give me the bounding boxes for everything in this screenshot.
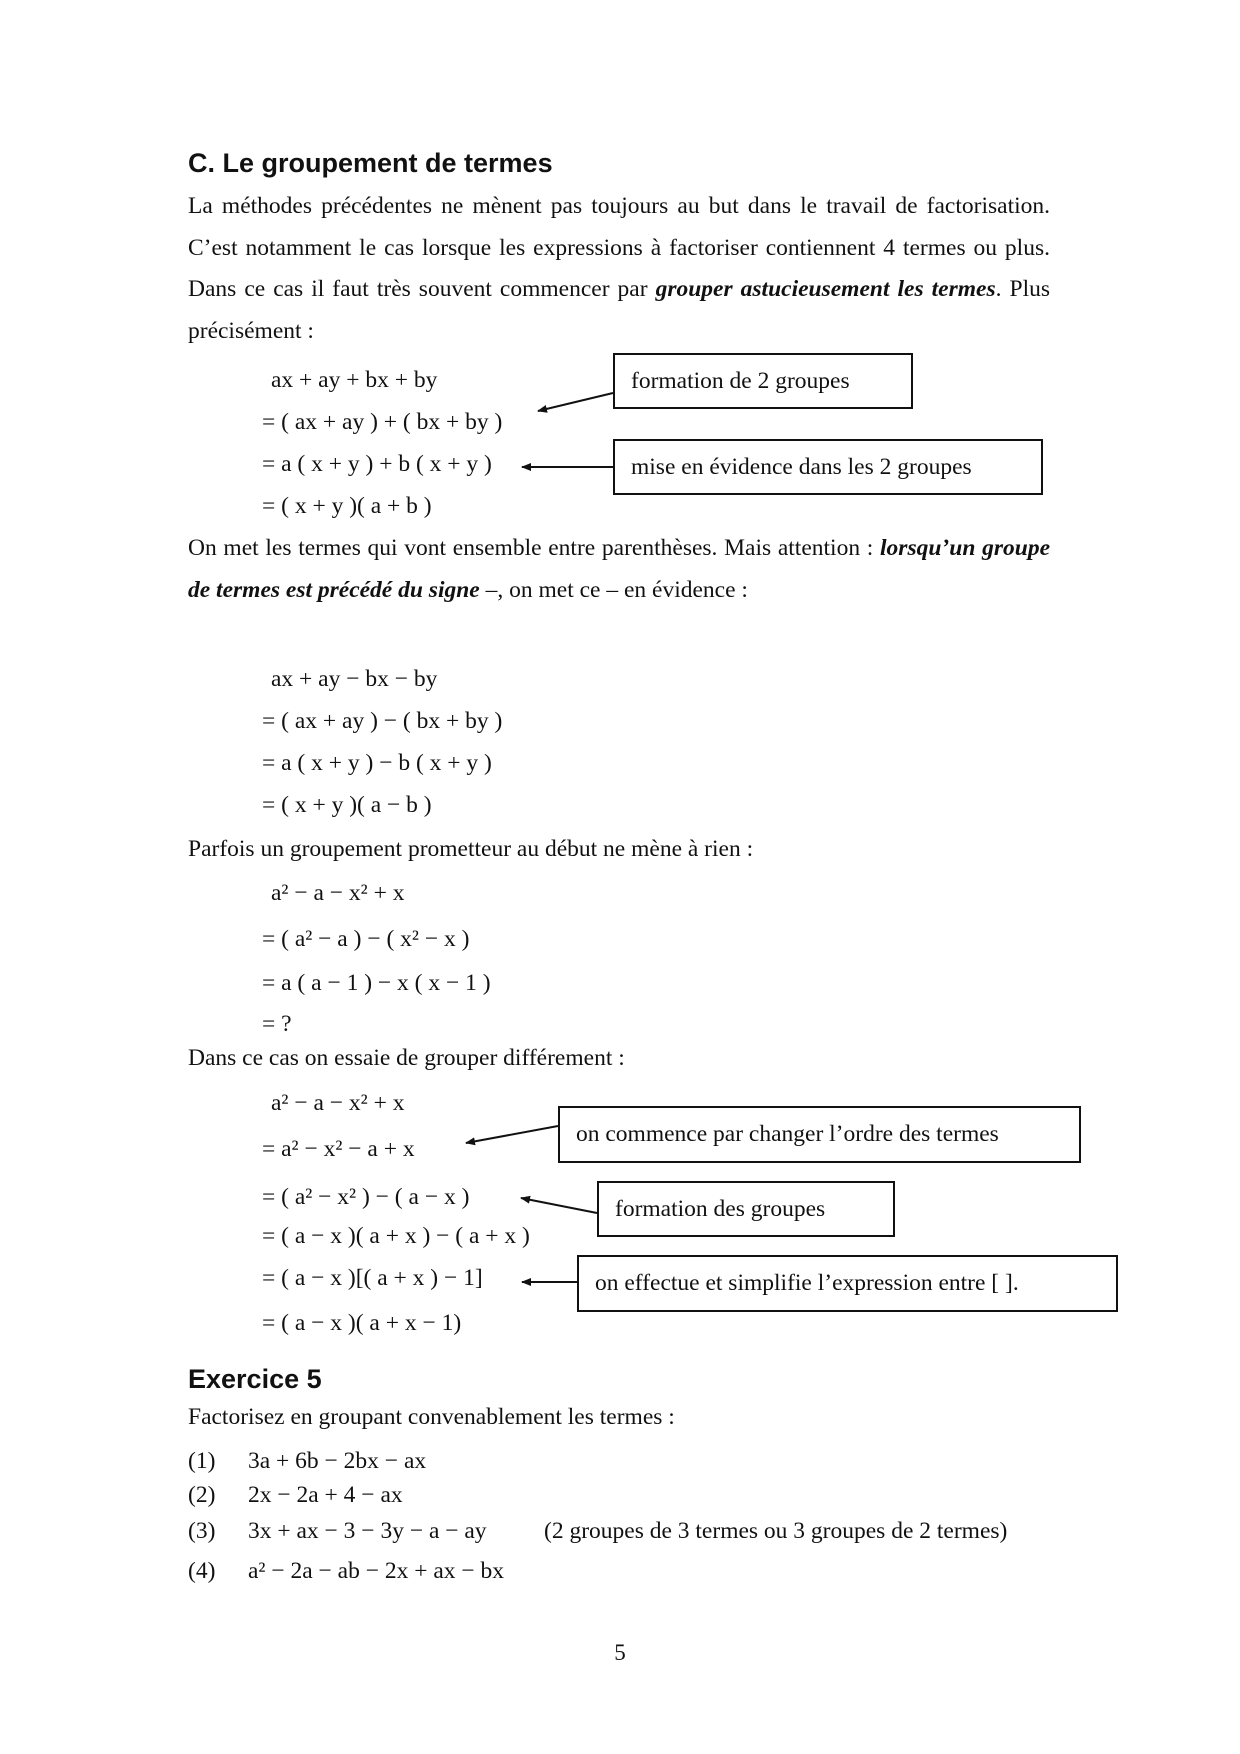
paragraph-4: Dans ce cas on essaie de grouper différement : (188, 1045, 625, 1071)
annotation-box: on effectue et simplifie l’expression entre [ ]. (577, 1255, 1118, 1312)
exercise-item-expression: 3x + ax − 3 − 3y − a − ay (248, 1518, 487, 1544)
ex2-line-1: ax + ay − bx − by (271, 666, 438, 692)
arrow-4 (521, 1198, 597, 1213)
exercise-item-number: (2) (188, 1482, 216, 1508)
ex1-line-4: = ( x + y )( a + b ) (262, 493, 432, 519)
ex1-line-2: = ( ax + ay ) + ( bx + by ) (262, 409, 503, 435)
ex4-line-1: a² − a − x² + x (271, 1090, 405, 1116)
ex3-line-1: a² − a − x² + x (271, 880, 405, 906)
ex2-line-2: = ( ax + ay ) − ( bx + by ) (262, 708, 503, 734)
annotation-box: formation des groupes (597, 1181, 895, 1237)
paragraph-3: Parfois un groupement prometteur au début ne mène à rien : (188, 836, 754, 862)
ex4-line-4: = ( a − x )( a + x ) − ( a + x ) (262, 1223, 530, 1249)
ex3-line-3: = a ( a − 1 ) − x ( x − 1 ) (262, 970, 491, 996)
ex1-line-3: = a ( x + y ) + b ( x + y ) (262, 451, 492, 477)
para2-emphasis: lorsqu’un groupe de termes est précédé du signe (188, 535, 1050, 603)
exercise-item-number: (4) (188, 1558, 216, 1584)
exercise-item-expression: 2x − 2a + 4 − ax (248, 1482, 403, 1508)
ex3-line-4: = ? (262, 1011, 292, 1037)
ex3-line-2: = ( a² − a ) − ( x² − x ) (262, 926, 470, 952)
exercise-title: Exercice 5 (188, 1364, 322, 1394)
intro-text-end: . Plus précisément : (188, 276, 1050, 344)
intro-text: La méthodes précédentes ne mènent pas toujours au but dans le travail de factorisation. C’est notamment le cas lorsque les expressions à factoriser contiennent 4 termes ou plus. Dans ce cas il faut très souvent commencer par (188, 193, 1050, 302)
annotation-box: formation de 2 groupes (613, 353, 913, 409)
section-title: C. Le groupement de termes (188, 148, 553, 178)
exercise-item-expression: 3a + 6b − 2bx − ax (248, 1448, 427, 1474)
exercise-item-note: (2 groupes de 3 termes ou 3 groupes de 2 termes) (544, 1518, 1008, 1544)
ex2-line-4: = ( x + y )( a − b ) (262, 792, 432, 818)
ex4-line-5: = ( a − x )[( a + x ) − 1] (262, 1265, 483, 1291)
para2-text: On met les termes qui vont ensemble entre parenthèses. Mais attention : (188, 535, 881, 561)
exercise-item-number: (1) (188, 1448, 216, 1474)
para2-text-end: –, on met ce – en évidence : (479, 576, 748, 603)
exercise-instruction: Factorisez en groupant convenablement les termes : (188, 1404, 675, 1430)
ex4-line-3: = ( a² − x² ) − ( a − x ) (262, 1184, 470, 1210)
exercise-item-expression: a² − 2a − ab − 2x + ax − bx (248, 1558, 505, 1584)
ex4-line-6: = ( a − x )( a + x − 1) (262, 1310, 462, 1336)
page-number: 5 (614, 1640, 626, 1665)
intro-emphasis: grouper astucieusement les termes (655, 276, 996, 302)
annotation-box: mise en évidence dans les 2 groupes (613, 439, 1043, 495)
ex4-line-2: = a² − x² − a + x (262, 1136, 415, 1162)
arrow-1 (538, 393, 613, 411)
exercise-item-number: (3) (188, 1518, 216, 1544)
annotation-box: on commence par changer l’ordre des termes (558, 1106, 1081, 1163)
arrow-3 (466, 1126, 558, 1143)
ex2-line-3: = a ( x + y ) − b ( x + y ) (262, 750, 492, 776)
ex1-line-1: ax + ay + bx + by (271, 367, 438, 393)
